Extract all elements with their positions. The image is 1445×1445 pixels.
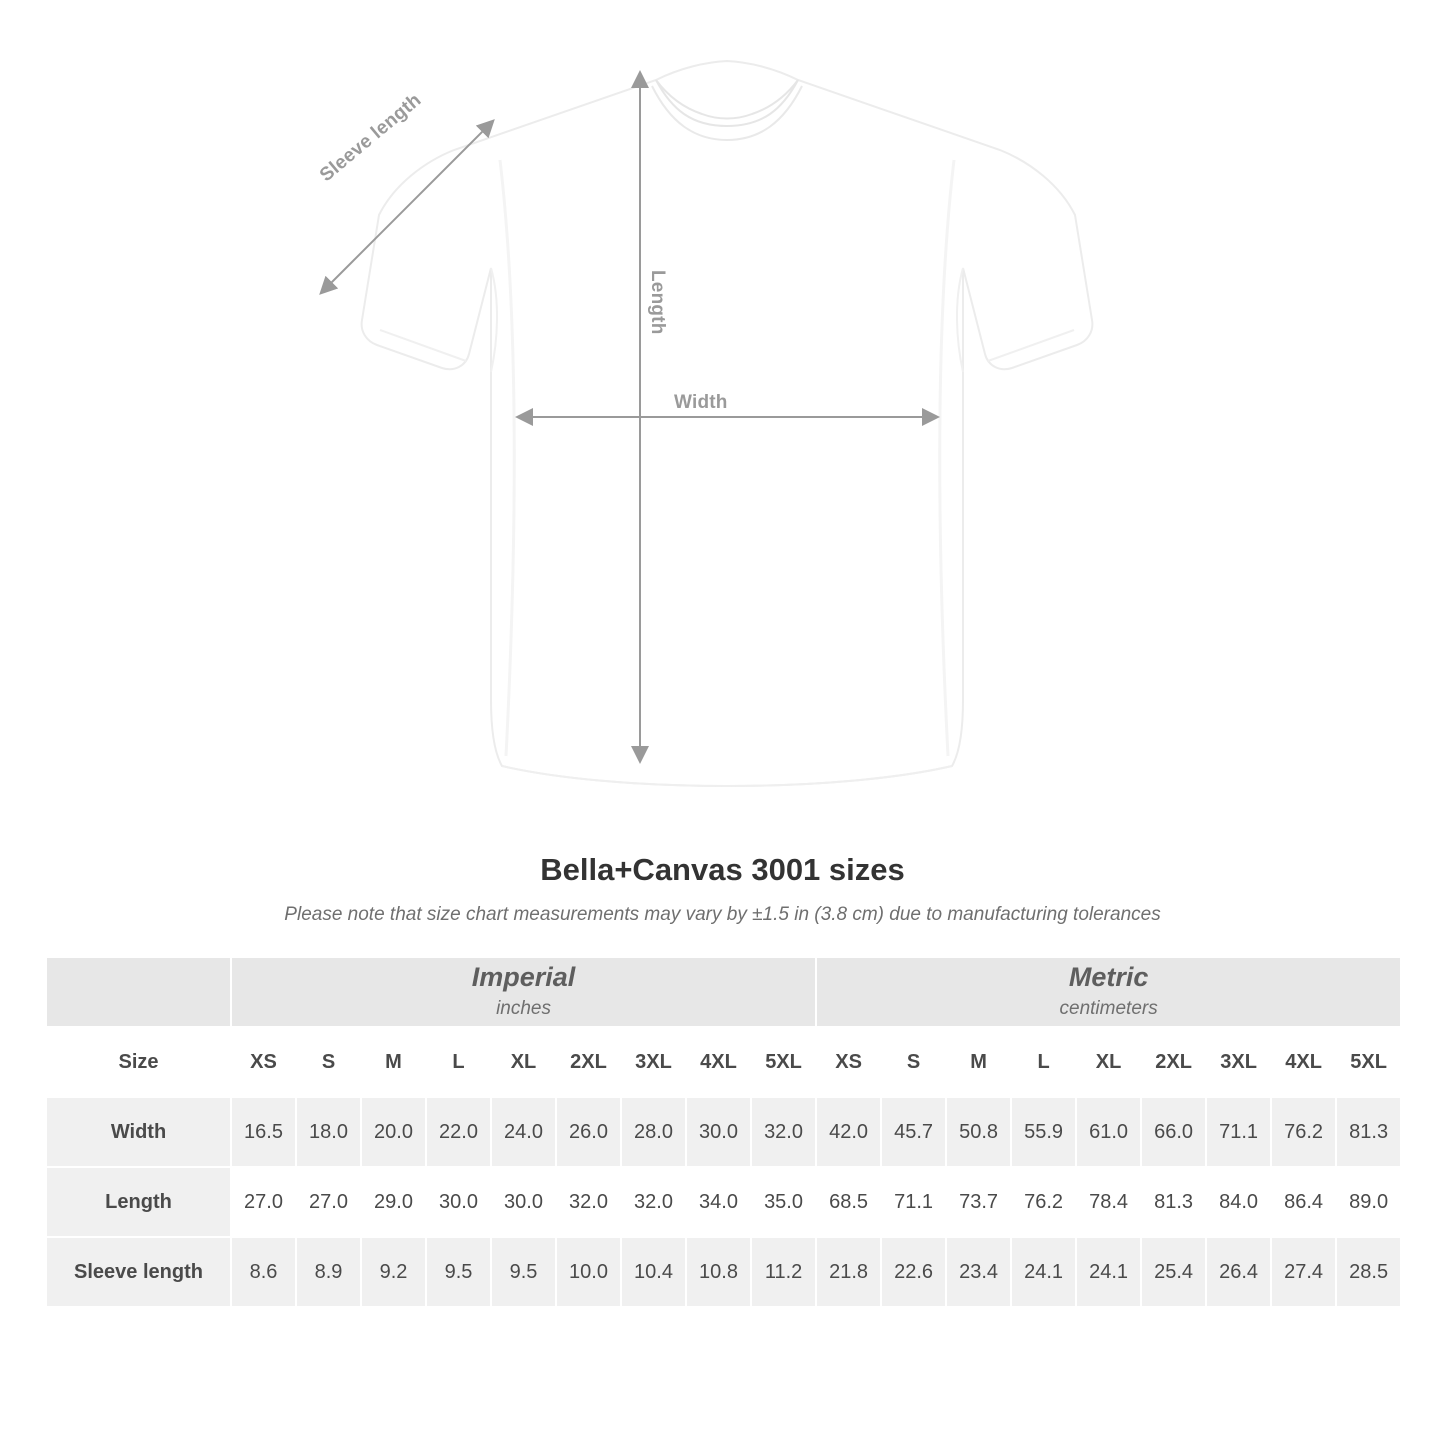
size-row-label-header: Size (46, 1027, 231, 1097)
measurement-cell: 28.0 (621, 1097, 686, 1167)
measurement-cell: 26.0 (556, 1097, 621, 1167)
unit-header-row (46, 957, 1401, 1027)
measurement-cell: 45.7 (881, 1097, 946, 1167)
measurement-cell: 32.0 (556, 1167, 621, 1237)
size-table-wrapper (45, 956, 1400, 1308)
measurement-cell: 66.0 (1141, 1097, 1206, 1167)
table-row (46, 1167, 1401, 1237)
size-column-header: 3XL (1206, 1027, 1271, 1097)
unit-group-name: Imperial (471, 961, 576, 992)
size-column-header: S (881, 1027, 946, 1097)
measurement-cell: 24.0 (491, 1097, 556, 1167)
measurement-cell: 23.4 (946, 1237, 1011, 1307)
measurement-cell: 35.0 (751, 1167, 816, 1237)
measurement-cell: 21.8 (816, 1237, 881, 1307)
measurement-cell: 32.0 (621, 1167, 686, 1237)
measurement-cell: 10.8 (686, 1237, 751, 1307)
measurement-cell: 42.0 (816, 1097, 881, 1167)
size-column-header: XS (231, 1027, 296, 1097)
table-row (46, 1097, 1401, 1167)
unit-group-sub: inches (496, 997, 551, 1019)
width-label: Width (674, 392, 728, 413)
page-title: Bella+Canvas 3001 sizes (540, 852, 905, 887)
row-header-sleeve-length: Sleeve length (46, 1237, 231, 1307)
measurement-cell: 55.9 (1011, 1097, 1076, 1167)
measurement-cell: 29.0 (361, 1167, 426, 1237)
table-row (46, 1237, 1401, 1307)
measurement-cell: 24.1 (1076, 1237, 1141, 1307)
measurement-cell: 8.6 (231, 1237, 296, 1307)
measurement-cell: 50.8 (946, 1097, 1011, 1167)
unit-group-header-imperial (231, 957, 816, 1027)
size-column-header: M (946, 1027, 1011, 1097)
measurement-cell: 81.3 (1141, 1167, 1206, 1237)
measurement-cell: 30.0 (426, 1167, 491, 1237)
row-header-width: Width (46, 1097, 231, 1167)
size-column-header: 4XL (1271, 1027, 1336, 1097)
measurement-cell: 76.2 (1011, 1167, 1076, 1237)
measurement-cell: 26.4 (1206, 1237, 1271, 1307)
size-column-header: L (1011, 1027, 1076, 1097)
measurement-cell: 9.5 (491, 1237, 556, 1307)
measurement-cell: 71.1 (881, 1167, 946, 1237)
measurement-cell: 81.3 (1336, 1097, 1401, 1167)
measurement-cell: 27.0 (296, 1167, 361, 1237)
measurement-cell: 76.2 (1271, 1097, 1336, 1167)
sleeve-length-label: Sleeve length (316, 89, 426, 187)
size-header-row (46, 1027, 1401, 1097)
measurement-cell: 86.4 (1271, 1167, 1336, 1237)
size-column-header: 3XL (621, 1027, 686, 1097)
measurement-cell: 32.0 (751, 1097, 816, 1167)
unit-group-name: Metric (1068, 961, 1149, 992)
measurement-cell: 25.4 (1141, 1237, 1206, 1307)
unit-group-sub: centimeters (1059, 997, 1158, 1019)
size-table (45, 956, 1402, 1308)
size-column-header: XL (1076, 1027, 1141, 1097)
shirt-shape (362, 61, 1093, 786)
measurement-cell: 10.4 (621, 1237, 686, 1307)
measurement-cell: 28.5 (1336, 1237, 1401, 1307)
measurement-cell: 71.1 (1206, 1097, 1271, 1167)
measurement-cell: 34.0 (686, 1167, 751, 1237)
measurement-cell: 30.0 (491, 1167, 556, 1237)
title-block (0, 852, 1445, 926)
size-column-header: 2XL (556, 1027, 621, 1097)
measurement-cell: 22.0 (426, 1097, 491, 1167)
measurement-cell: 73.7 (946, 1167, 1011, 1237)
measurement-cell: 84.0 (1206, 1167, 1271, 1237)
measurement-cell: 9.2 (361, 1237, 426, 1307)
size-column-header: XL (491, 1027, 556, 1097)
row-header-length: Length (46, 1167, 231, 1237)
size-column-header: 4XL (686, 1027, 751, 1097)
length-label: Length (647, 270, 668, 335)
tolerance-note: Please note that size chart measurements may vary by ±1.5 in (3.8 cm) due to manufacturing tolerances (284, 904, 1161, 925)
measurement-cell: 68.5 (816, 1167, 881, 1237)
size-column-header: L (426, 1027, 491, 1097)
measurement-cell: 18.0 (296, 1097, 361, 1167)
measurement-cell: 8.9 (296, 1237, 361, 1307)
measurement-cell: 61.0 (1076, 1097, 1141, 1167)
measurement-cell: 24.1 (1011, 1237, 1076, 1307)
size-column-header: XS (816, 1027, 881, 1097)
measurement-cell: 78.4 (1076, 1167, 1141, 1237)
measurement-cell: 11.2 (751, 1237, 816, 1307)
size-column-header: S (296, 1027, 361, 1097)
measurement-cell: 30.0 (686, 1097, 751, 1167)
measurement-cell: 16.5 (231, 1097, 296, 1167)
size-column-header: 5XL (1336, 1027, 1401, 1097)
size-column-header: 5XL (751, 1027, 816, 1097)
unit-group-header-metric (816, 957, 1401, 1027)
measurement-cell: 22.6 (881, 1237, 946, 1307)
measurement-cell: 27.0 (231, 1167, 296, 1237)
size-column-header: 2XL (1141, 1027, 1206, 1097)
measurement-cell: 20.0 (361, 1097, 426, 1167)
measurement-cell: 10.0 (556, 1237, 621, 1307)
size-column-header: M (361, 1027, 426, 1097)
measurement-cell: 27.4 (1271, 1237, 1336, 1307)
measurement-cell: 9.5 (426, 1237, 491, 1307)
measurement-cell: 89.0 (1336, 1167, 1401, 1237)
table-corner-blank (46, 957, 231, 1027)
